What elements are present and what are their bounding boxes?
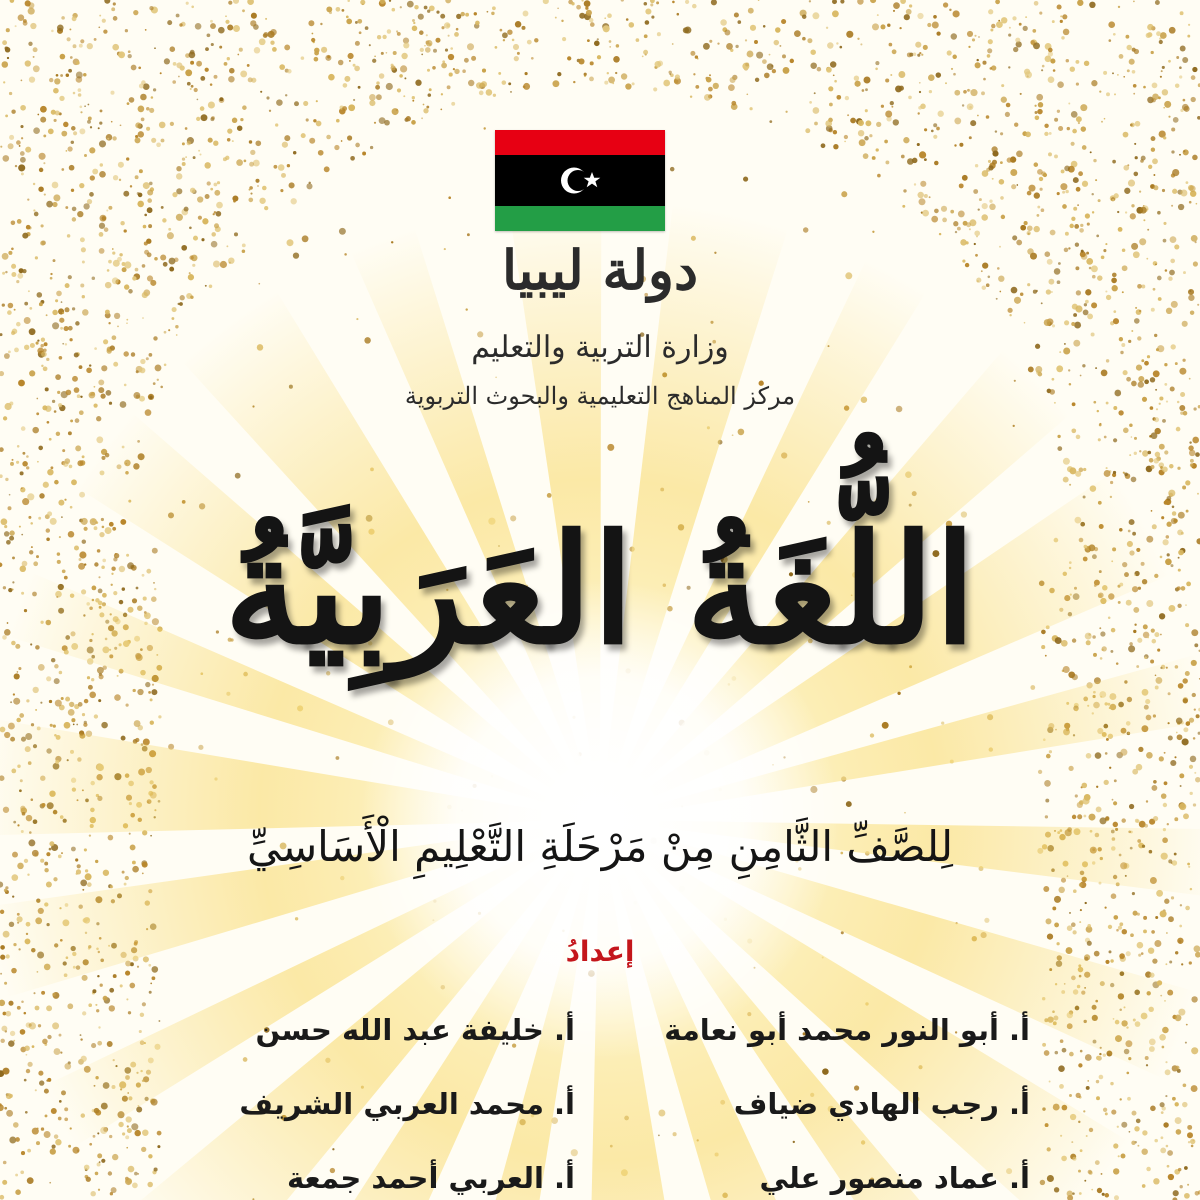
crescent-star-icon [555, 159, 605, 202]
grade-subtitle: لِلصَّفِّ الثَّامِنِ مِنْ مَرْحَلَةِ التَّعْلِيمِ الْأَسَاسِيِّ [246, 822, 954, 871]
author-name: أ. خليفة عبد الله حسن [255, 1013, 575, 1047]
author-name: أ. العربي أحمد جمعة [286, 1161, 575, 1195]
book-title: اللُّغَةُ العَرَبِيَّةُ [224, 502, 976, 678]
libya-flag [495, 130, 665, 231]
flag-red-stripe [495, 130, 665, 155]
author-name: أ. عماد منصور علي [759, 1161, 1030, 1195]
author-name: أ. رجب الهادي ضياف [733, 1087, 1030, 1121]
author-name: أ. أبو النور محمد أبو نعامة [664, 1013, 1030, 1047]
center-name: مركز المناهج التعليمية والبحوث التربوية [404, 382, 796, 410]
country-name: دولة ليبيا [501, 238, 699, 302]
flag-green-stripe [495, 206, 665, 231]
flag-black-stripe [495, 155, 665, 206]
ministry-name: وزارة التربية والتعليم [471, 330, 729, 365]
author-name: أ. محمد العربي الشريف [239, 1087, 575, 1121]
prepared-by-label: إعدادُ [565, 935, 635, 968]
authors-list [180, 1010, 1030, 1198]
